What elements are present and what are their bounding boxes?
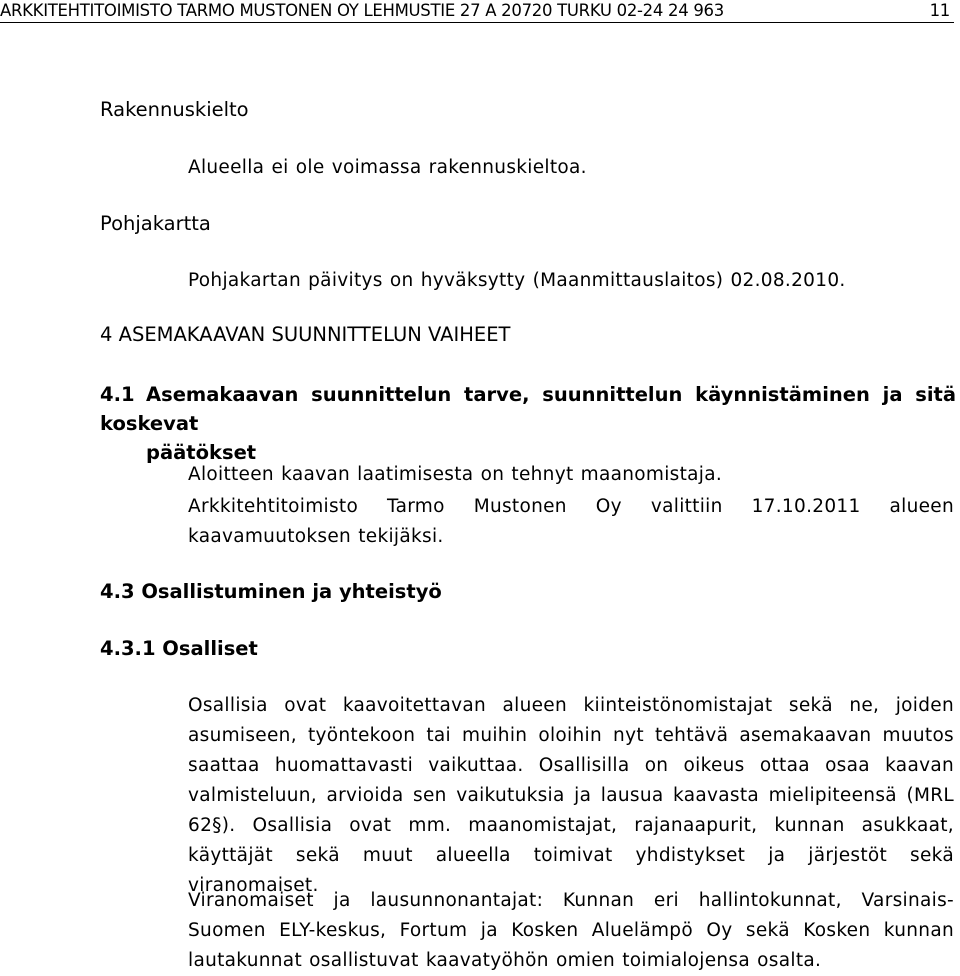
osalliset-paragraph-2: Viranomaiset ja lausunnonantajat: Kunnan eri hallintokunnat, Varsinais-Suomen ELY-keskus, Fortum ja Kosken Aluelämpö Oy sekä Kosken kunnan lautakunnat osallistuvat kaavatyöhön omien toimialojensa osalta.: [188, 890, 954, 971]
section-4-3-heading: 4.3 Osallistuminen ja yhteistyö: [100, 580, 442, 603]
pohjakartta-text: Pohjakartan päivitys on hyväksytty (Maanmittauslaitos) 02.08.2010.: [188, 270, 846, 291]
pohjakartta-label: Pohjakartta: [100, 212, 211, 235]
rakennuskielto-label: Rakennuskielto: [100, 98, 249, 121]
section-4-1-paragraph-line1: Aloitteen kaavan laatimisesta on tehnyt maanomistaja.: [188, 464, 723, 485]
section-4-3-1-heading: 4.3.1 Osalliset: [100, 637, 258, 660]
section-4-1-heading: [100, 380, 956, 467]
header-office-info: ARKKITEHTITOIMISTO TARMO MUSTONEN OY LEHMUSTIE 27 A 20720 TURKU 02-24 24 963: [0, 1, 724, 20]
page-number: 11: [929, 1, 950, 20]
section-4-1-heading-line1: Asemakaavan suunnittelun tarve, suunnittelun käynnistäminen ja sitä koskevat: [100, 383, 956, 435]
section-4-1-heading-line2: päätökset: [146, 441, 257, 464]
osalliset-paragraph-1: Osallisia ovat kaavoitettavan alueen kiinteistönomistajat sekä ne, joiden asumiseen, työntekoon tai muihin oloihin nyt tehtävä asemakaavan muutos saattaa huomattavasti vaikuttaa. Osallisilla on oikeus ottaa osaa kaavan valmisteluun, arvioida sen vaikutuksia ja lausua kaavasta mielipiteensä (MRL 62§). Osallisia ovat mm. maanomistajat, rajanaapurit, kunnan asukkaat, käyttäjät sekä muut alueella toimivat yhdistykset ja järjestöt sekä viranomaiset.: [188, 695, 954, 896]
page-header: [0, 0, 954, 23]
section-4-heading: 4 ASEMAKAAVAN SUUNNITTELUN VAIHEET: [100, 323, 511, 346]
section-4-1-paragraph-rest: Arkkitehtitoimisto Tarmo Mustonen Oy valittiin 17.10.2011 alueen kaavamuutoksen tekijäksi.: [188, 496, 954, 547]
section-4-1-number: 4.1: [100, 383, 135, 406]
rakennuskielto-text: Alueella ei ole voimassa rakennuskieltoa.: [188, 157, 587, 178]
